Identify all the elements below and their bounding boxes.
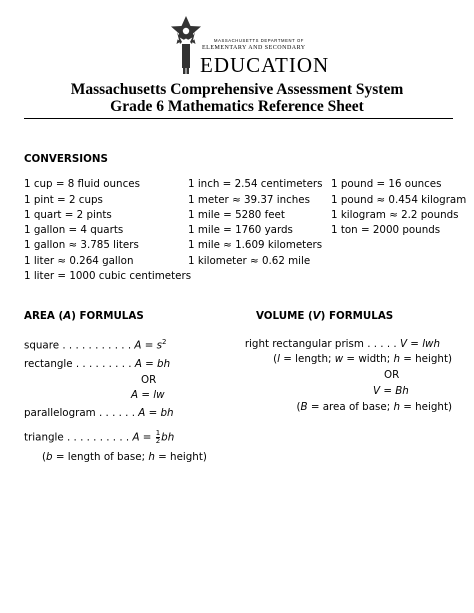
- triangle-formula: triangle . . . . . . . . . . A = $\frac{1}{2}$ bh: [24, 429, 175, 445]
- page-title: Massachusetts Comprehensive Assessment System: [70, 81, 404, 98]
- conversion-item: 1 kilogram ≈ 2.2 pounds: [331, 209, 459, 221]
- rectangle-alt-formula: A = lw: [131, 389, 165, 401]
- conversion-item: 1 gallon = 4 quarts: [24, 224, 124, 236]
- page-subtitle: Grade 6 Mathematics Reference Sheet: [110, 98, 364, 115]
- conversion-item: 1 meter ≈ 39.37 inches: [188, 194, 310, 206]
- volume-or: OR: [384, 369, 400, 381]
- conversion-item: 1 mile = 5280 feet: [188, 209, 285, 221]
- conversion-item: 1 liter ≈ 0.264 gallon: [24, 255, 134, 267]
- volume-heading: VOLUME (V) FORMULAS: [256, 310, 394, 322]
- parallelogram-formula: parallelogram . . . . . . A = bh: [24, 407, 174, 419]
- conversion-item: 1 liter = 1000 cubic centimeters: [24, 270, 192, 282]
- conversions-heading: CONVERSIONS: [24, 153, 108, 165]
- conversion-item: 1 inch = 2.54 centimeters: [188, 178, 323, 190]
- prism-note: (l = length; w = width; h = height): [273, 353, 452, 365]
- conversion-item: 1 quart = 2 pints: [24, 209, 112, 221]
- conversion-item: 1 pound = 16 ounces: [331, 178, 442, 190]
- logo-line-2: ELEMENTARY AND SECONDARY: [202, 45, 306, 51]
- square-formula: square . . . . . . . . . . . $A = s^2$: [24, 338, 167, 352]
- title-divider: [24, 118, 453, 119]
- logo-line-3: EDUCATION: [200, 53, 330, 77]
- conversion-item: 1 kilometer ≈ 0.62 mile: [188, 255, 311, 267]
- conversion-item: 1 ton = 2000 pounds: [331, 224, 441, 236]
- conversion-item: 1 pint = 2 cups: [24, 194, 103, 206]
- logo-line-1: MASSACHUSETTS DEPARTMENT OF: [214, 38, 304, 43]
- area-note: (b = length of base; h = height): [42, 451, 207, 463]
- one-half-fraction: $\frac{1}{2}$: [155, 429, 161, 445]
- conversion-item: 1 mile = 1760 yards: [188, 224, 293, 236]
- area-or: OR: [141, 374, 157, 386]
- area-heading: AREA (A) FORMULAS: [24, 310, 144, 322]
- conversion-item: 1 cup = 8 fluid ounces: [24, 178, 140, 190]
- conversion-item: 1 mile ≈ 1.609 kilometers: [188, 239, 323, 251]
- mdese-logo: [166, 14, 330, 77]
- prism-alt-formula: V = Bh: [373, 385, 409, 397]
- prism-formula: right rectangular prism . . . . . V = lwh: [244, 338, 440, 350]
- base-note: (B = area of base; h = height): [296, 401, 452, 413]
- conversion-item: 1 pound ≈ 0.454 kilogram: [331, 194, 467, 206]
- conversion-item: 1 gallon ≈ 3.785 liters: [24, 239, 139, 251]
- rectangle-formula: rectangle . . . . . . . . . A = bh: [24, 358, 171, 370]
